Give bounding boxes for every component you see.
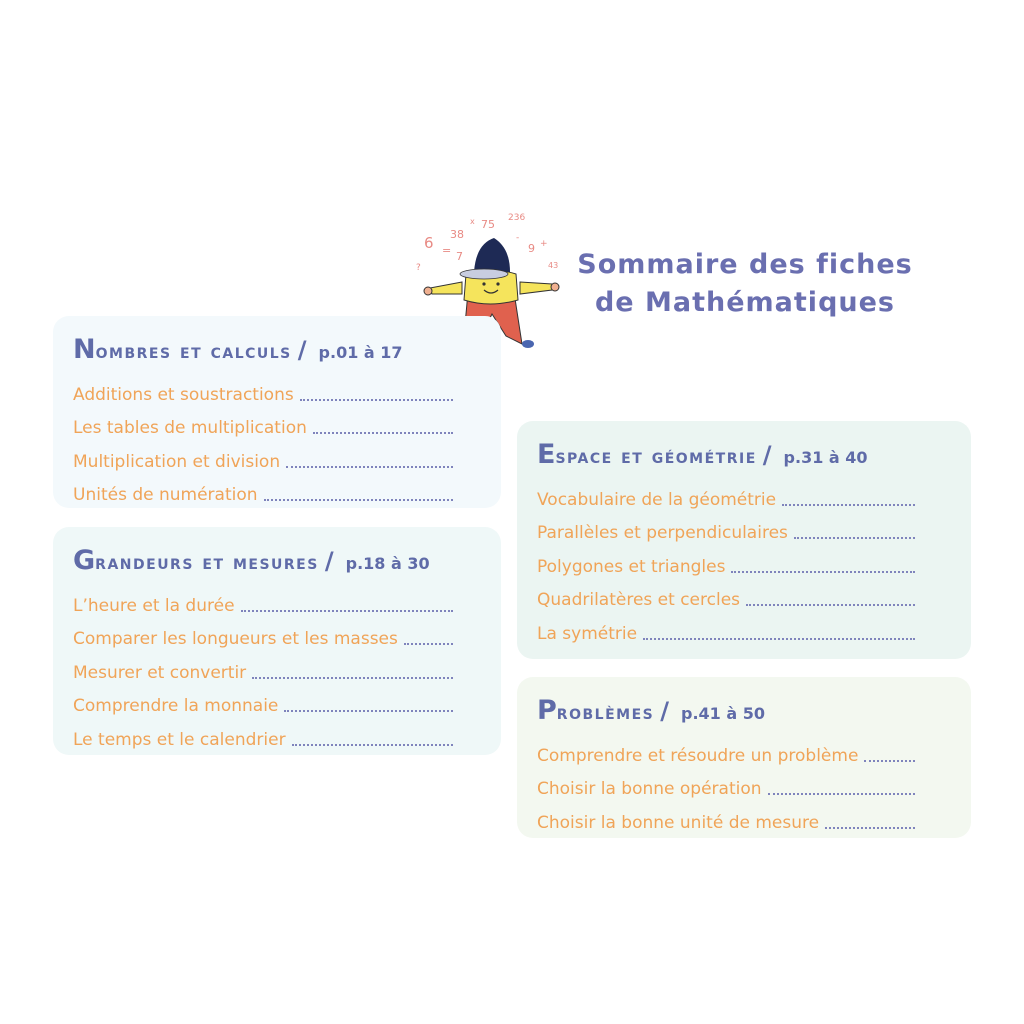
heading-initial: P bbox=[537, 695, 557, 726]
page-range: p.31 à 40 bbox=[783, 448, 868, 467]
toc-item-label: Les tables de multiplication bbox=[73, 418, 307, 438]
hat bbox=[474, 238, 510, 272]
toc-item-label: Le temps et le calendrier bbox=[73, 729, 286, 750]
right-arm bbox=[520, 282, 552, 294]
heading-initial: E bbox=[537, 439, 556, 470]
digit: 236 bbox=[508, 213, 526, 223]
section-heading bbox=[537, 435, 951, 475]
section-heading bbox=[73, 330, 481, 370]
heading-text: randeurs et mesures bbox=[95, 550, 319, 574]
digit: 9 bbox=[528, 242, 535, 255]
section-items bbox=[537, 479, 951, 647]
dot-leader bbox=[825, 827, 915, 829]
heading-text: space et géométrie bbox=[555, 444, 757, 468]
dot-leader bbox=[252, 677, 453, 679]
toc-item[interactable] bbox=[73, 719, 453, 753]
digit: ? bbox=[416, 263, 421, 273]
dot-leader bbox=[643, 638, 915, 640]
toc-item[interactable] bbox=[73, 374, 453, 408]
dot-leader bbox=[313, 432, 453, 434]
heading-slash: / bbox=[324, 547, 334, 575]
right-foot bbox=[522, 340, 534, 348]
digit: 43 bbox=[548, 261, 559, 270]
toc-item[interactable] bbox=[537, 479, 915, 513]
toc-item[interactable] bbox=[537, 735, 915, 769]
toc-item-label: Quadrilatères et cercles bbox=[537, 590, 741, 610]
dot-leader bbox=[292, 744, 453, 746]
digit: 6 bbox=[424, 234, 434, 252]
dot-leader bbox=[768, 793, 915, 795]
heading-slash: / bbox=[297, 336, 307, 364]
section-espace-et-geometrie bbox=[517, 421, 971, 659]
heading-initial: N bbox=[73, 334, 96, 365]
toc-item-label: Choisir la bonne unité de mesure bbox=[537, 812, 820, 833]
section-nombres-et-calculs bbox=[53, 316, 501, 508]
dot-leader bbox=[782, 504, 915, 506]
toc-item[interactable] bbox=[73, 408, 453, 442]
toc-item-label: Unités de numération bbox=[73, 485, 258, 505]
heading-slash: / bbox=[660, 697, 669, 725]
dot-leader bbox=[746, 604, 915, 606]
toc-item[interactable] bbox=[537, 613, 915, 647]
toc-item[interactable] bbox=[73, 652, 453, 686]
section-items bbox=[73, 585, 481, 753]
toc-item-label: Vocabulaire de la géométrie bbox=[537, 489, 777, 510]
digit: 75 bbox=[481, 218, 495, 231]
toc-item[interactable] bbox=[73, 619, 453, 653]
right-eye bbox=[496, 282, 499, 285]
section-heading bbox=[73, 541, 481, 581]
page-range: p.01 à 17 bbox=[318, 343, 403, 362]
dot-leader bbox=[404, 643, 453, 645]
hat-brim bbox=[460, 269, 508, 279]
toc-item-label: Comprendre la monnaie bbox=[73, 696, 279, 716]
dot-leader bbox=[284, 710, 453, 712]
toc-item-label: L’heure et la durée bbox=[73, 595, 235, 616]
toc-item[interactable] bbox=[537, 769, 915, 803]
toc-item-label: Additions et soustractions bbox=[73, 384, 294, 405]
toc-item-label: Multiplication et division bbox=[73, 451, 281, 472]
dot-leader bbox=[731, 571, 915, 573]
digit: x bbox=[470, 217, 475, 226]
digit: 7 bbox=[456, 250, 463, 263]
toc-item[interactable] bbox=[73, 585, 453, 619]
section-problemes bbox=[517, 677, 971, 838]
section-grandeurs-et-mesures bbox=[53, 527, 501, 755]
heading-initial: G bbox=[73, 545, 96, 576]
toc-item[interactable] bbox=[537, 580, 915, 614]
page-range: p.18 à 30 bbox=[345, 554, 430, 573]
digit: 38 bbox=[450, 228, 464, 241]
toc-item-label: Polygones et triangles bbox=[537, 556, 726, 577]
toc-item-label: Choisir la bonne opération bbox=[537, 779, 762, 799]
digit: + bbox=[540, 239, 548, 249]
section-items bbox=[73, 374, 481, 508]
dot-leader bbox=[864, 760, 915, 762]
dot-leader bbox=[264, 499, 453, 501]
toc-item[interactable] bbox=[73, 441, 453, 475]
heading-slash: / bbox=[762, 441, 772, 469]
heading-text: roblèmes bbox=[556, 700, 655, 724]
section-heading bbox=[537, 691, 951, 731]
toc-item-label: Mesurer et convertir bbox=[73, 662, 247, 683]
left-arm bbox=[430, 282, 462, 294]
toc-item[interactable] bbox=[73, 686, 453, 720]
toc-item-label: La symétrie bbox=[537, 623, 638, 644]
left-hand bbox=[424, 287, 432, 295]
toc-item[interactable] bbox=[537, 513, 915, 547]
dot-leader bbox=[241, 610, 453, 612]
toc-item-label: Comprendre et résoudre un problème bbox=[537, 745, 859, 766]
page-title-line-1: Sommaire des fiches bbox=[577, 249, 913, 280]
section-items bbox=[537, 735, 951, 836]
page-title-line-2: de Mathématiques bbox=[594, 287, 895, 318]
dot-leader bbox=[300, 399, 453, 401]
toc-item-label: Parallèles et perpendiculaires bbox=[537, 523, 788, 543]
toc-item[interactable] bbox=[537, 802, 915, 836]
toc-item[interactable] bbox=[73, 475, 453, 509]
digit: = bbox=[442, 244, 452, 257]
left-eye bbox=[482, 282, 485, 285]
toc-item-label: Comparer les longueurs et les masses bbox=[73, 629, 398, 649]
dot-leader bbox=[794, 537, 915, 539]
page-range: p.41 à 50 bbox=[680, 704, 765, 723]
page-title bbox=[560, 246, 930, 322]
digit: - bbox=[516, 233, 520, 243]
toc-item[interactable] bbox=[537, 546, 915, 580]
dot-leader bbox=[286, 466, 453, 468]
heading-text: ombres et calculs bbox=[95, 339, 292, 363]
right-hand bbox=[551, 283, 559, 291]
